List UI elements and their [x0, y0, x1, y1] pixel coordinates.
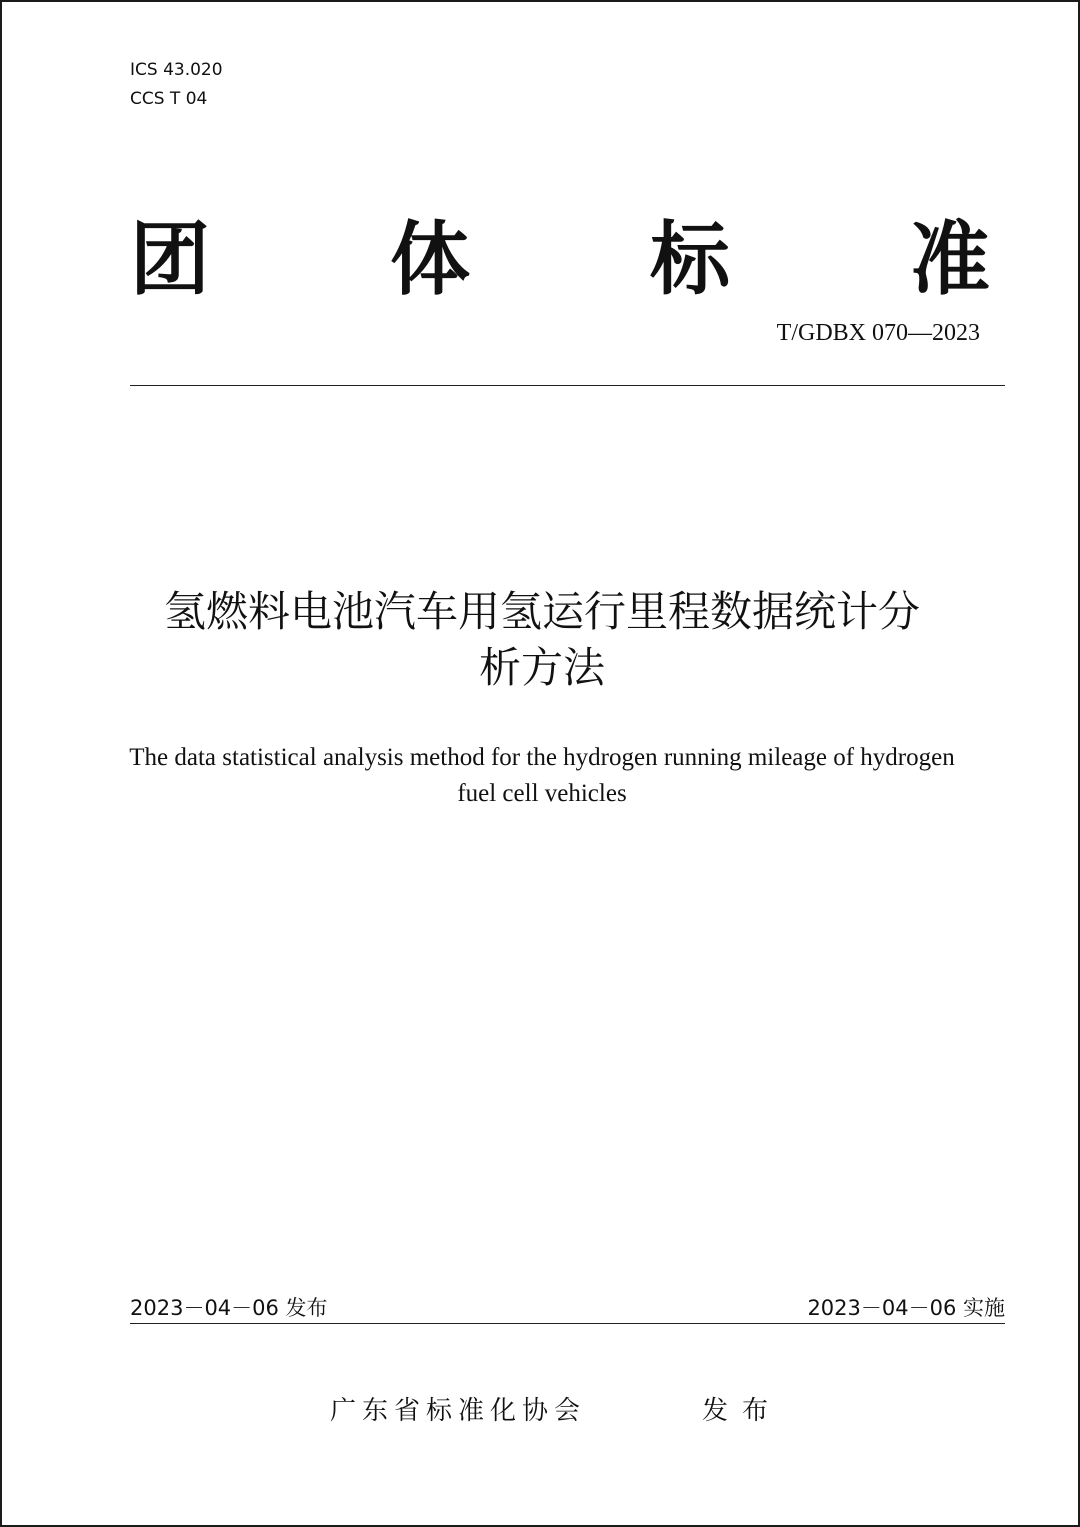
- chinese-title: [82, 584, 1002, 696]
- category-char: 标: [650, 213, 730, 306]
- publisher-name: 广东省标准化协会: [330, 1396, 587, 1426]
- chinese-title-line: 氢燃料电池汽车用氢运行里程数据统计分: [163, 587, 920, 636]
- chinese-title-line: 析方法: [478, 643, 605, 692]
- publish-label: 发布: [702, 1396, 783, 1426]
- ics-code: ICS 43.020: [130, 60, 223, 80]
- document-category-title: [130, 212, 990, 308]
- release-date: 2023－04－06 发布: [130, 1296, 328, 1320]
- implementation-date: 2023－04－06 实施: [807, 1296, 1005, 1320]
- english-title-line: fuel cell vehicles: [457, 780, 627, 807]
- date-row: [130, 1292, 1005, 1322]
- category-char: 准: [910, 213, 990, 306]
- top-divider: [130, 385, 1005, 386]
- ccs-code: CCS T 04: [130, 89, 208, 109]
- standard-number: T/GDBX 070—2023: [776, 320, 980, 346]
- bottom-divider: [130, 1323, 1005, 1324]
- english-title: [92, 740, 992, 812]
- category-char: 体: [390, 213, 470, 306]
- english-title-line: The data statistical analysis method for the hydrogen running mileage of hydrogen: [129, 744, 955, 771]
- category-char: 团: [130, 213, 210, 306]
- classification-codes: [130, 56, 223, 114]
